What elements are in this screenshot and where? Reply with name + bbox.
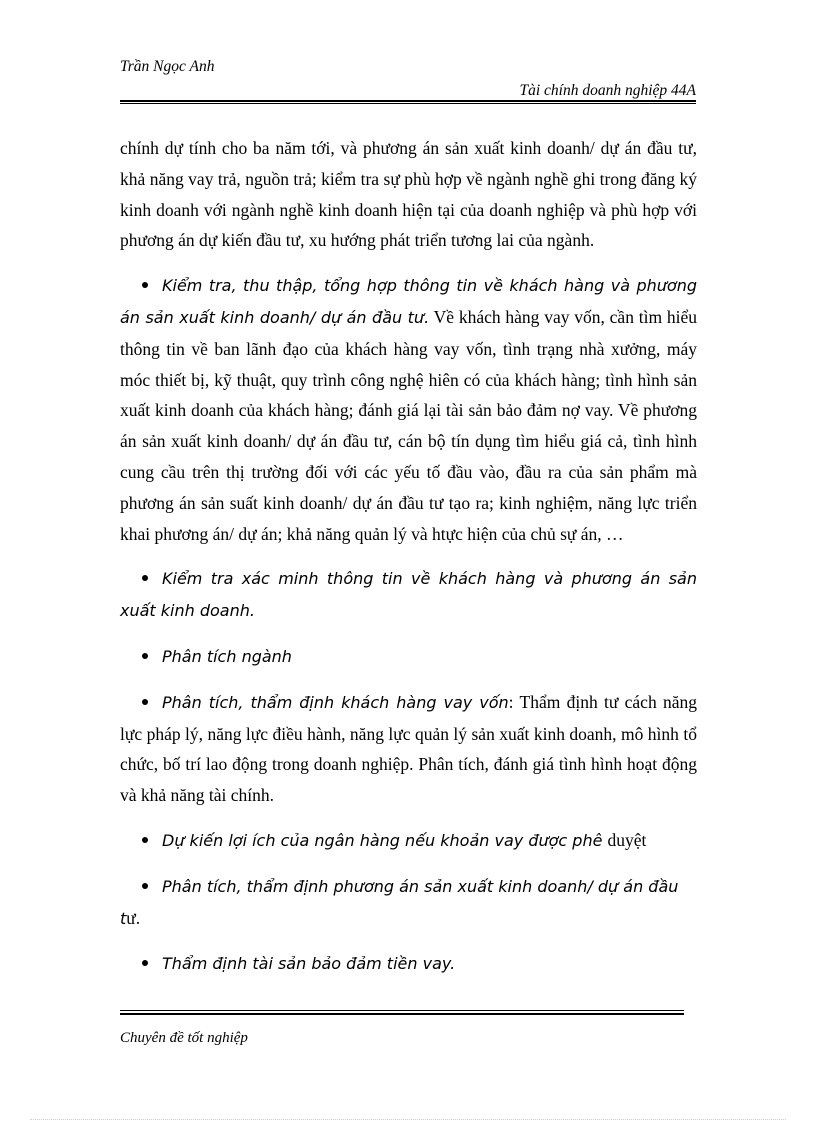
body-text bbox=[120, 133, 697, 980]
bullet-item-4 bbox=[120, 687, 697, 811]
bullet-5-heading: Dự kiến lợi ích của ngân hàng nếu khoản vay được phê bbox=[162, 830, 608, 850]
bullet-3-heading: Phân tích ngành bbox=[162, 646, 292, 666]
page-edge-dots bbox=[30, 1119, 786, 1120]
bullet-icon bbox=[142, 575, 148, 581]
header-rule bbox=[120, 100, 696, 104]
bullet-icon bbox=[142, 837, 148, 843]
header-author: Trần Ngọc Anh bbox=[120, 58, 215, 75]
bullet-icon bbox=[142, 883, 148, 889]
bullet-icon bbox=[142, 960, 148, 966]
bullet-4-heading: Phân tích, thẩm định khách hàng vay vốn bbox=[162, 692, 509, 712]
bullet-item-1 bbox=[120, 270, 697, 549]
bullet-item-2 bbox=[120, 563, 697, 627]
bullet-1-text: Về khách hàng vay vốn, cần tìm hiểu thông tin về ban lãnh đạo của khách hàng vay vốn, tình trạng nhà xưởng, máy móc thiết bị, kỹ thuật, quy trình công nghệ hiên có của khách hàng; tình hình sản xuất kinh doanh của khách hàng; đánh giá lại tài sản bảo đảm nợ vay. Về phương án sản xuất kinh doanh/ dự án đầu tư, cán bộ tín dụng tìm hiểu giá cả, tình hình cung cầu trên thị trường đối với các yếu tố đầu vào, đầu ra của sản phẩm mà phương án sản suất kinh doanh/ dự án đầu tư tạo ra; kinh nghiệm, năng lực triển khai phương án/ dự án; khả năng quản lý và htực hiện của chủ sự án, … bbox=[120, 306, 697, 544]
header-course: Tài chính doanh nghiệp 44A bbox=[519, 82, 696, 99]
bullet-item-5 bbox=[120, 825, 697, 857]
footer-rule bbox=[120, 1010, 684, 1015]
bullet-7-heading: Thẩm định tài sản bảo đảm tiền vay. bbox=[162, 954, 456, 974]
bullet-1-heading: Kiểm tra, thu thập, tổng hợp thông tin về khách hàng và phương án sản xuất kinh doanh/ dự án đầu tư. bbox=[120, 276, 697, 327]
bullet-6-heading: Phân tích, thẩm định phương án sản xuất kinh doanh/ dự án đầu t bbox=[120, 876, 679, 928]
bullet-icon bbox=[142, 282, 148, 288]
bullet-2-heading: Kiểm tra xác minh thông tin về khách hàng và phương án sản xuất kinh doanh. bbox=[120, 569, 697, 621]
bullet-item-3 bbox=[120, 641, 697, 673]
bullet-5-text: duyệt bbox=[607, 829, 647, 850]
bullet-item-6 bbox=[120, 871, 697, 935]
footer-label: Chuyên đề tốt nghiệp bbox=[120, 1030, 248, 1046]
bullet-icon bbox=[142, 653, 148, 659]
bullet-4-text: : Thẩm định tư cách năng lực pháp lý, năng lực điều hành, năng lực quản lý sản xuất kinh doanh, mô hình tổ chức, bố trí lao động trong doanh nghiệp. Phân tích, đánh giá tình hình hoạt động và khả năng tài chính. bbox=[120, 691, 697, 806]
bullet-item-7 bbox=[120, 948, 697, 980]
bullet-icon bbox=[142, 699, 148, 705]
intro-paragraph: chính dự tính cho ba năm tới, và phương án sản xuất kinh doanh/ dự án đầu tư, khả năng vay trả, nguồn trả; kiểm tra sự phù hợp về ngành nghề ghi trong đăng ký kinh doanh với ngành nghề kinh doanh hiện tại của doanh nghiệp và phù hợp với phương án dự kiến đầu tư, xu hướng phát triển tương lai của ngành. bbox=[120, 138, 697, 251]
bullet-6-text: ư. bbox=[126, 907, 141, 928]
